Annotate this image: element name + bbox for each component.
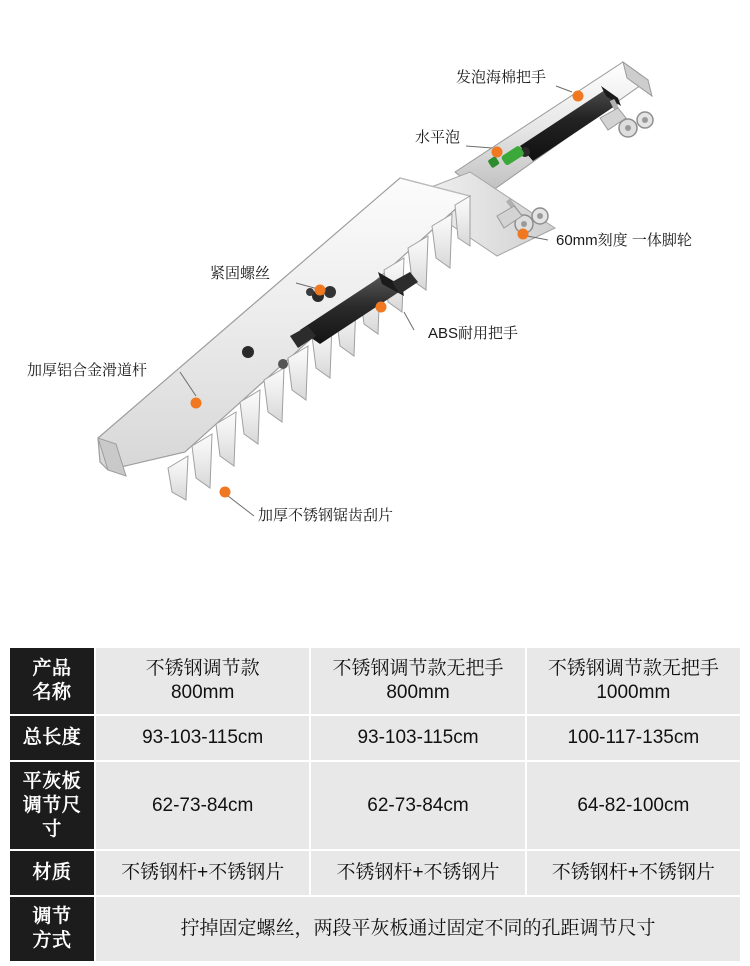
cell-line: 不锈钢调节款无把手	[547, 658, 719, 680]
cell-line: 800mm	[386, 682, 450, 703]
cell-line: 不锈钢调节款	[145, 658, 260, 680]
table-row	[9, 850, 741, 896]
cell-total-length-1: 93-103-115cm	[95, 715, 310, 761]
row-header-product-name	[9, 647, 95, 715]
row-header-line: 名称	[32, 682, 72, 703]
cell-adjust-size-2: 62-73-84cm	[310, 761, 525, 850]
callout-label-foam-grip: 发泡海棉把手	[456, 69, 547, 86]
row-header-adjust-method	[9, 896, 95, 962]
row-header-line: 总长度	[22, 727, 82, 749]
row-header-line: 调节尺寸	[22, 794, 82, 840]
cell-material-3: 不锈钢杆+不锈钢片	[526, 850, 741, 896]
cell-total-length-2: 93-103-115cm	[310, 715, 525, 761]
row-header-line: 材质	[32, 862, 72, 884]
row-header-line: 平灰板	[22, 771, 82, 792]
cell-line: 不锈钢调节款无把手	[332, 658, 504, 680]
dot-caster	[518, 229, 529, 240]
table-row	[9, 896, 741, 962]
row-header-total-length	[9, 715, 95, 761]
callout-label-level-bubble: 水平泡	[415, 129, 461, 146]
cell-line: 1000mm	[596, 682, 671, 703]
spec-table-container	[8, 646, 742, 963]
table-row	[9, 761, 741, 850]
cell-adjust-size-3: 64-82-100cm	[526, 761, 741, 850]
cell-total-length-3: 100-117-135cm	[526, 715, 741, 761]
cell-material-1: 不锈钢杆+不锈钢片	[95, 850, 310, 896]
cell-adjust-method: 拧掉固定螺丝，两段平灰板通过固定不同的孔距调节尺寸	[95, 896, 741, 962]
dot-rod	[191, 398, 202, 409]
callout-label-saw-blade: 加厚不锈钢锯齿刮片	[258, 507, 394, 524]
dot-saw-blade	[220, 487, 231, 498]
dot-level-bubble	[492, 147, 503, 158]
cell-product-name-1	[95, 647, 310, 715]
cell-line: 800mm	[170, 682, 235, 703]
cell-adjust-size-1: 62-73-84cm	[95, 761, 310, 850]
spec-table	[8, 646, 742, 963]
cell-material-2: 不锈钢杆+不锈钢片	[310, 850, 525, 896]
dot-foam-grip	[573, 91, 584, 102]
callout-label-aluminum-rod: 加厚铝合金滑道杆	[27, 362, 148, 379]
row-header-adjust-size	[9, 761, 95, 850]
row-header-line: 产品	[32, 658, 72, 680]
table-row	[9, 647, 741, 715]
callout-label-scale-caster: 60mm刻度 一体脚轮	[556, 232, 692, 249]
table-row	[9, 715, 741, 761]
cell-product-name-2	[310, 647, 525, 715]
row-header-line: 调节	[32, 906, 72, 928]
cell-product-name-3	[526, 647, 741, 715]
dot-screw	[315, 285, 326, 296]
callout-label-abs-handle: ABS耐用把手	[428, 325, 519, 342]
row-header-line: 方式	[32, 930, 72, 951]
callout-label-fastening-screw: 紧固螺丝	[210, 265, 271, 282]
row-header-material	[9, 850, 95, 896]
dot-abs-handle	[376, 302, 387, 313]
